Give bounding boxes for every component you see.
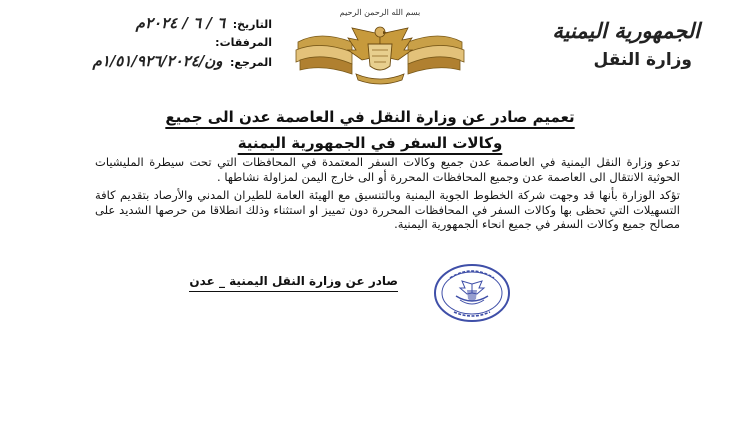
basmala-text: بسم الله الرحمن الرحيم — [339, 8, 421, 17]
attachments-label: المرفقات: — [215, 36, 272, 49]
circular-body — [95, 155, 680, 232]
letterhead-authority — [510, 18, 700, 70]
document-meta — [22, 14, 272, 71]
date-label: التاريخ: — [232, 18, 272, 31]
body-paragraph-1: تدعو وزارة النقل اليمنية في العاصمة عدن جميع وكالات السفر المعتمدة في المحافظات التي تحت سيطرة المليشيات الحوثية الانتقال الى العاصمة عدن وجميع المحافظات المحررة أو الى خارج اليمن لمزاولة نشاطها . — [95, 155, 680, 184]
eagle-emblem-icon — [290, 20, 470, 88]
republic-name: الجمهورية اليمنية — [552, 18, 700, 43]
official-stamp — [432, 262, 512, 324]
ministry-name: وزارة النقل — [593, 50, 692, 70]
ministry-stamp-icon — [432, 262, 512, 324]
date-row — [22, 14, 272, 33]
body-paragraph-2: تؤكد الوزارة بأنها قد وجهت شركة الخطوط الجوية اليمنية وبالتنسيق مع الهيئة العامة للطيران المدني والأرصاد بتقديم كافة التسهيلات التي تحظى بها وكالات السفر في المحافظات المحررة دون تمييز او استثناء وذلك انطلاقا من حرصها الشديد على مصالح جميع وكالات السفر في جميع انحاء الجمهورية اليمنية. — [95, 188, 680, 231]
reference-row — [22, 52, 272, 71]
title-line-2: وكالات السفر في الجمهورية اليمنية — [237, 134, 503, 152]
circular-title — [120, 104, 620, 156]
issuer-signature-line: صادر عن وزارة النقل اليمنية _ عدن — [189, 274, 398, 292]
national-emblem — [290, 8, 470, 88]
title-line-1: تعميم صادر عن وزارة النقل في العاصمة عدن الى جميع — [165, 108, 575, 126]
date-value: ٦ / ٦ / ٢٠٢٤م — [135, 14, 226, 32]
attachments-row — [22, 33, 272, 52]
reference-label: المرجع: — [230, 56, 272, 69]
reference-value: ون/١/٥١/٩٢٦/٢٠٢٤م — [92, 52, 223, 70]
